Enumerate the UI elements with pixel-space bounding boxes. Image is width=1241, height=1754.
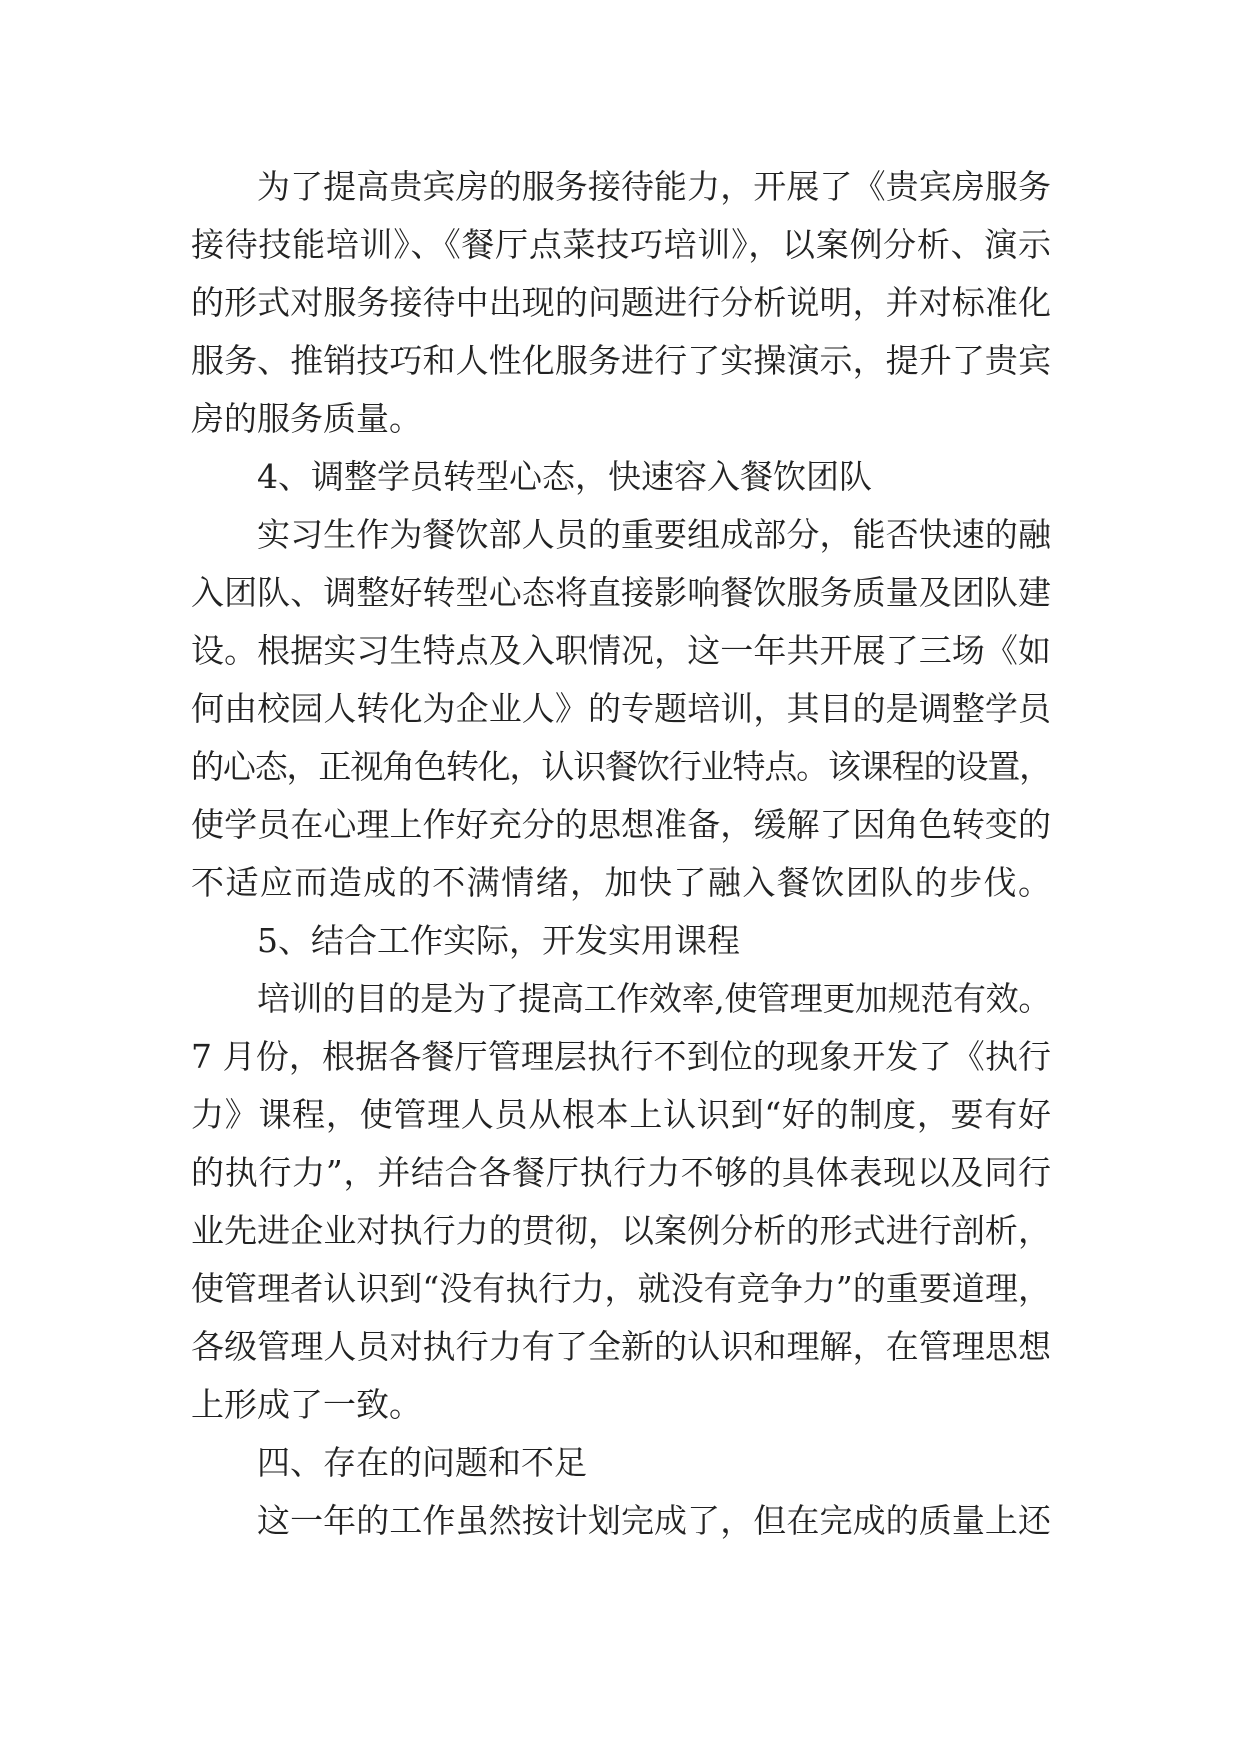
text-line: 这一年的工作虽然按计划完成了，但在完成的质量上还 bbox=[257, 1501, 1051, 1540]
section-heading: 5、结合工作实际，开发实用课程 bbox=[257, 921, 740, 960]
text-line: 入团队、调整好转型心态将直接影响餐饮服务质量及团队建 bbox=[191, 573, 1051, 612]
text-line: 上形成了一致。 bbox=[191, 1385, 422, 1424]
text-line: 不适应而造成的不满情绪，加快了融入餐饮团队的步伐。 bbox=[191, 863, 1051, 902]
text-line: 为了提高贵宾房的服务接待能力，开展了《贵宾房服务 bbox=[257, 167, 1051, 206]
text-line: 实习生作为餐饮部人员的重要组成部分，能否快速的融 bbox=[257, 515, 1051, 554]
document-body bbox=[191, 158, 1051, 1550]
section-heading: 4、调整学员转型心态，快速容入餐饮团队 bbox=[257, 457, 872, 496]
text-line: 服务、推销技巧和人性化服务进行了实操演示，提升了贵宾 bbox=[191, 341, 1051, 380]
text-line: 的执行力”，并结合各餐厅执行力不够的具体表现以及同行 bbox=[191, 1153, 1051, 1192]
text-line: 使学员在心理上作好充分的思想准备，缓解了因角色转变的 bbox=[191, 805, 1051, 844]
text-line: 7 月份，根据各餐厅管理层执行不到位的现象开发了《执行 bbox=[191, 1037, 1051, 1076]
text-line: 房的服务质量。 bbox=[191, 399, 422, 438]
text-line: 的心态，正视角色转化，认识餐饮行业特点。该课程的设置， bbox=[191, 747, 1051, 786]
text-line: 培训的目的是为了提高工作效率,使管理更加规范有效。 bbox=[257, 979, 1051, 1018]
text-line: 力》课程，使管理人员从根本上认识到“好的制度，要有好 bbox=[191, 1095, 1051, 1134]
text-line: 何由校园人转化为企业人》的专题培训，其目的是调整学员 bbox=[191, 689, 1051, 728]
text-line: 业先进企业对执行力的贯彻，以案例分析的形式进行剖析， bbox=[191, 1211, 1051, 1250]
text-line: 设。根据实习生特点及入职情况，这一年共开展了三场《如 bbox=[191, 631, 1051, 670]
text-line: 接待技能培训》、《餐厅点菜技巧培训》，以案例分析、演示 bbox=[191, 225, 1051, 264]
text-line: 的形式对服务接待中出现的问题进行分析说明，并对标准化 bbox=[191, 283, 1051, 322]
text-line: 各级管理人员对执行力有了全新的认识和理解，在管理思想 bbox=[191, 1327, 1051, 1366]
text-line: 使管理者认识到“没有执行力，就没有竞争力”的重要道理， bbox=[191, 1269, 1051, 1308]
section-heading: 四、存在的问题和不足 bbox=[257, 1443, 587, 1482]
